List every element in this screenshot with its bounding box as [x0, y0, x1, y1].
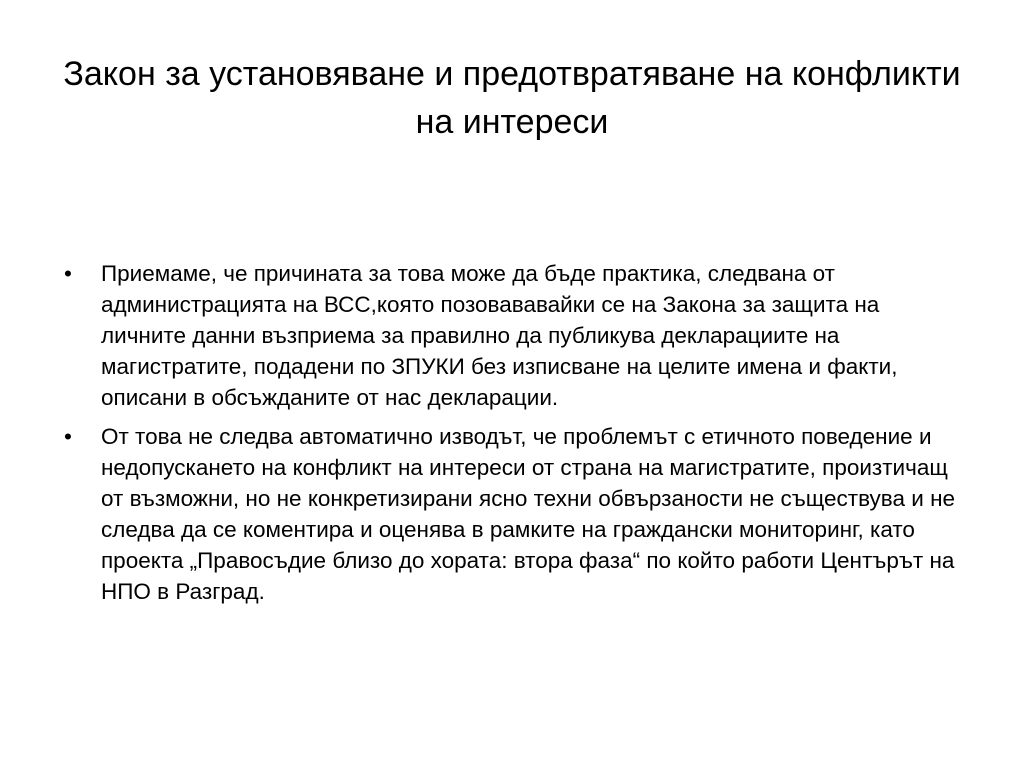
bullet-text: Приемаме, че причината за това може да бъде практика, следвана от администрацията на ВСС,която позовававайки се на Закона за защита на личните данни възприема за правилно да публикува декларациите на магистратите, подадени по ЗПУКИ без изписване на целите имена и факти, описани в обсъжданите от нас декларации. — [101, 261, 898, 410]
slide-title: Закон за установяване и предотвратяване на конфликти на интереси — [63, 55, 961, 141]
bullet-item — [58, 421, 963, 607]
bullet-icon: • — [64, 261, 72, 286]
bullet-text: От това не следва автоматично изводът, че проблемът с етичното поведение и недопускането на конфликт на интереси от страна на магистратите, произтичащ от възможни, но не конкретизирани ясно техни обвързаности не съществува и не следва да се коментира и оценява в рамките на граждански мониторинг, като проекта „Правосъдие близо до хората: втора фаза“ по който работи Центърът на НПО в Разград. — [101, 424, 956, 604]
bullet-list — [58, 258, 963, 615]
bullet-icon: • — [64, 424, 72, 449]
bullet-item — [58, 258, 963, 413]
